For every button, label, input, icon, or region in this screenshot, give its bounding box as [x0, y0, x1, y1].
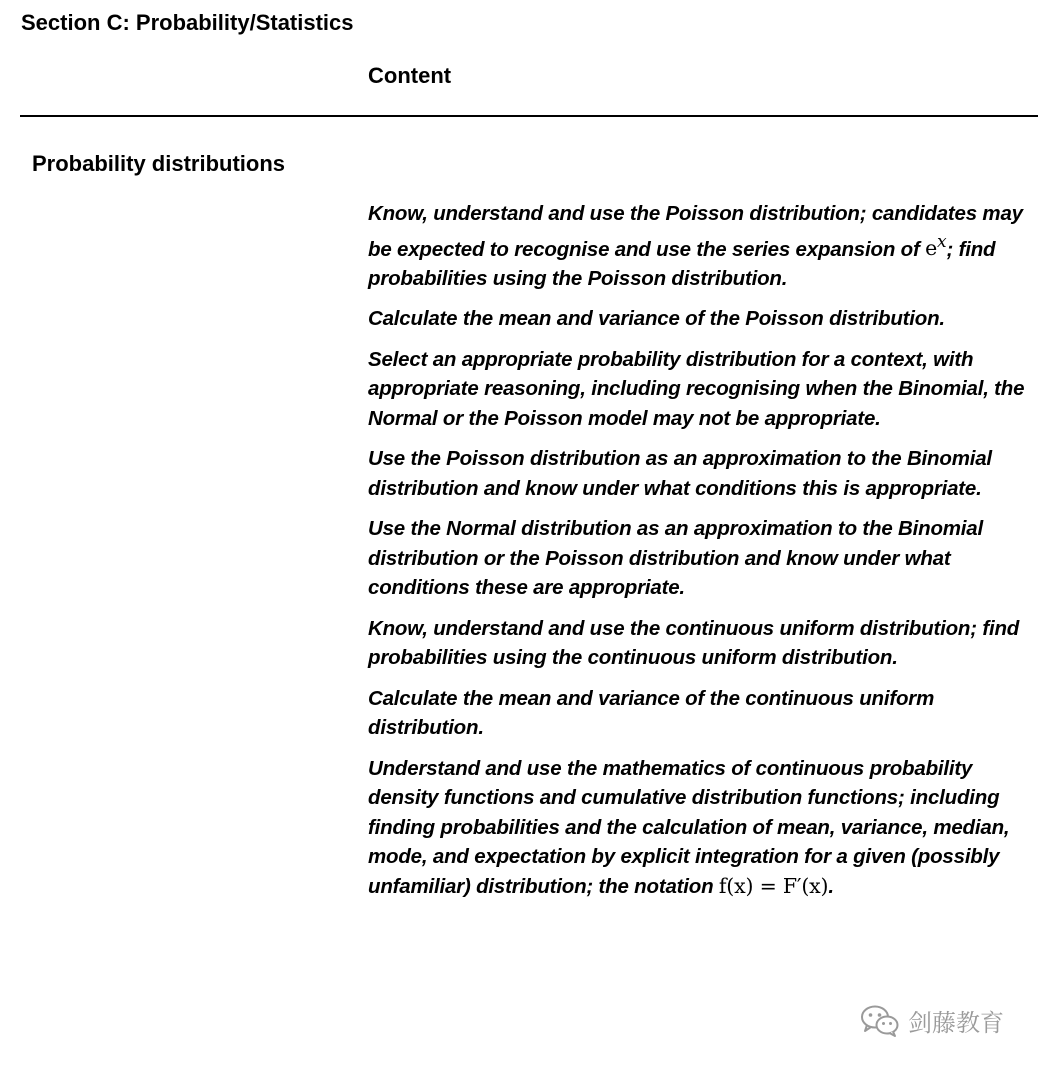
content-item-text: ; find probabilities using the Poisson distribution.	[368, 237, 996, 290]
topic-title: Probability distributions	[32, 151, 286, 176]
section-title: Section C: Probability/Statistics	[21, 10, 354, 35]
content-item-poisson	[368, 199, 1033, 293]
content-item-text: Know, understand and use the Poisson distribution; candidates may be expected to recognise and use the series expansion of	[368, 202, 1023, 261]
content-item-normal-approximation: Use the Normal distribution as an approximation to the Binomial distribution or the Poisson distribution and know under what conditions these are appropriate.	[368, 517, 984, 600]
content-list	[368, 199, 1033, 912]
wechat-icon	[860, 1004, 900, 1038]
content-item-text: .	[828, 874, 834, 898]
math-expression: f(x) = F′(x)	[718, 873, 829, 898]
math-expression	[925, 232, 947, 261]
content-item-pdf-cdf	[368, 754, 1033, 902]
math-exponent: x	[937, 232, 947, 253]
watermark-text: 剑藤教育	[908, 1009, 1004, 1037]
content-column-heading: Content	[368, 63, 452, 88]
watermark	[860, 1003, 1004, 1038]
content-item-text: Understand and use the mathematics of continuous probability density functions and cumulative distribution functions; including finding probabilities and the calculation of mean, variance, median, mode, and expectation by explicit integration for a given (possibly unfamiliar) distribution; the notation	[368, 756, 1010, 898]
content-item-poisson-approximation: Use the Poisson distribution as an approximation to the Binomial distribution and know under what conditions this is appropriate.	[368, 447, 992, 500]
content-item-uniform-mean-variance: Calculate the mean and variance of the continuous uniform distribution.	[368, 686, 935, 740]
content-item-poisson-mean-variance: Calculate the mean and variance of the Poisson distribution.	[368, 307, 945, 331]
content-item-select-distribution: Select an appropriate probability distribution for a context, with appropriate reasoning, including recognising when the Binomial, the Normal or the Poisson model may not be appropriate.	[368, 347, 1025, 430]
header-divider	[20, 115, 1038, 117]
content-item-continuous-uniform: Know, understand and use the continuous uniform distribution; find probabilities using the continuous uniform distribution.	[368, 616, 1020, 670]
math-base: e	[925, 236, 938, 261]
